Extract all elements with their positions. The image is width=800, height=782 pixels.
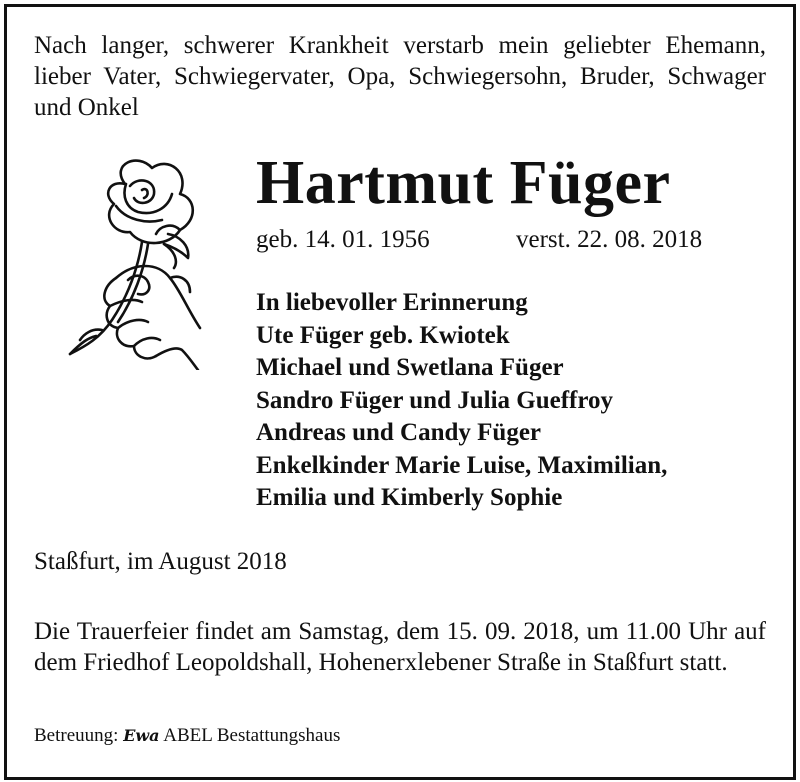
death-date: verst. 22. 08. 2018 [516, 226, 703, 253]
life-dates [256, 226, 703, 254]
mourners-line: Ute Füger geb. Kwiotek [256, 321, 510, 349]
place-and-date: Staßfurt, im August 2018 [34, 548, 287, 575]
mourners-line: Enkelkinder Marie Luise, Maximilian, [256, 451, 668, 479]
mourners-line: Sandro Füger und Julia Gueffroy [256, 386, 614, 414]
intro-text: Nach langer, schwerer Krankheit verstarb mein geliebter Ehemann, lieber Vater, Schwiegervater, Opa, Schwiegersohn, Bruder, Schwager und Onkel [34, 32, 766, 121]
rose-in-hand-icon [30, 150, 220, 370]
mourners-list [256, 287, 667, 515]
funeral-details: Die Trauerfeier findet am Samstag, dem 15. 09. 2018, um 11.00 Uhr auf dem Friedhof Leopoldshall, Hohenerxlebener Straße in Staßfurt statt. [34, 618, 766, 676]
mourners-line: In liebevoller Erinnerung [256, 289, 528, 316]
ewa-logo: Ewa [123, 726, 160, 745]
care-label: Betreuung: [34, 725, 119, 746]
birth-date: geb. 14. 01. 1956 [256, 226, 430, 253]
mourners-line: Emilia und Kimberly Sophie [256, 484, 563, 511]
funeral-home-credit [34, 725, 340, 747]
mourners-line: Andreas und Candy Füger [256, 419, 542, 446]
mourners-line: Michael und Swetlana Füger [256, 354, 564, 381]
care-company: ABEL Bestattungshaus [163, 725, 341, 746]
deceased-name: Hartmut Füger [256, 149, 671, 217]
